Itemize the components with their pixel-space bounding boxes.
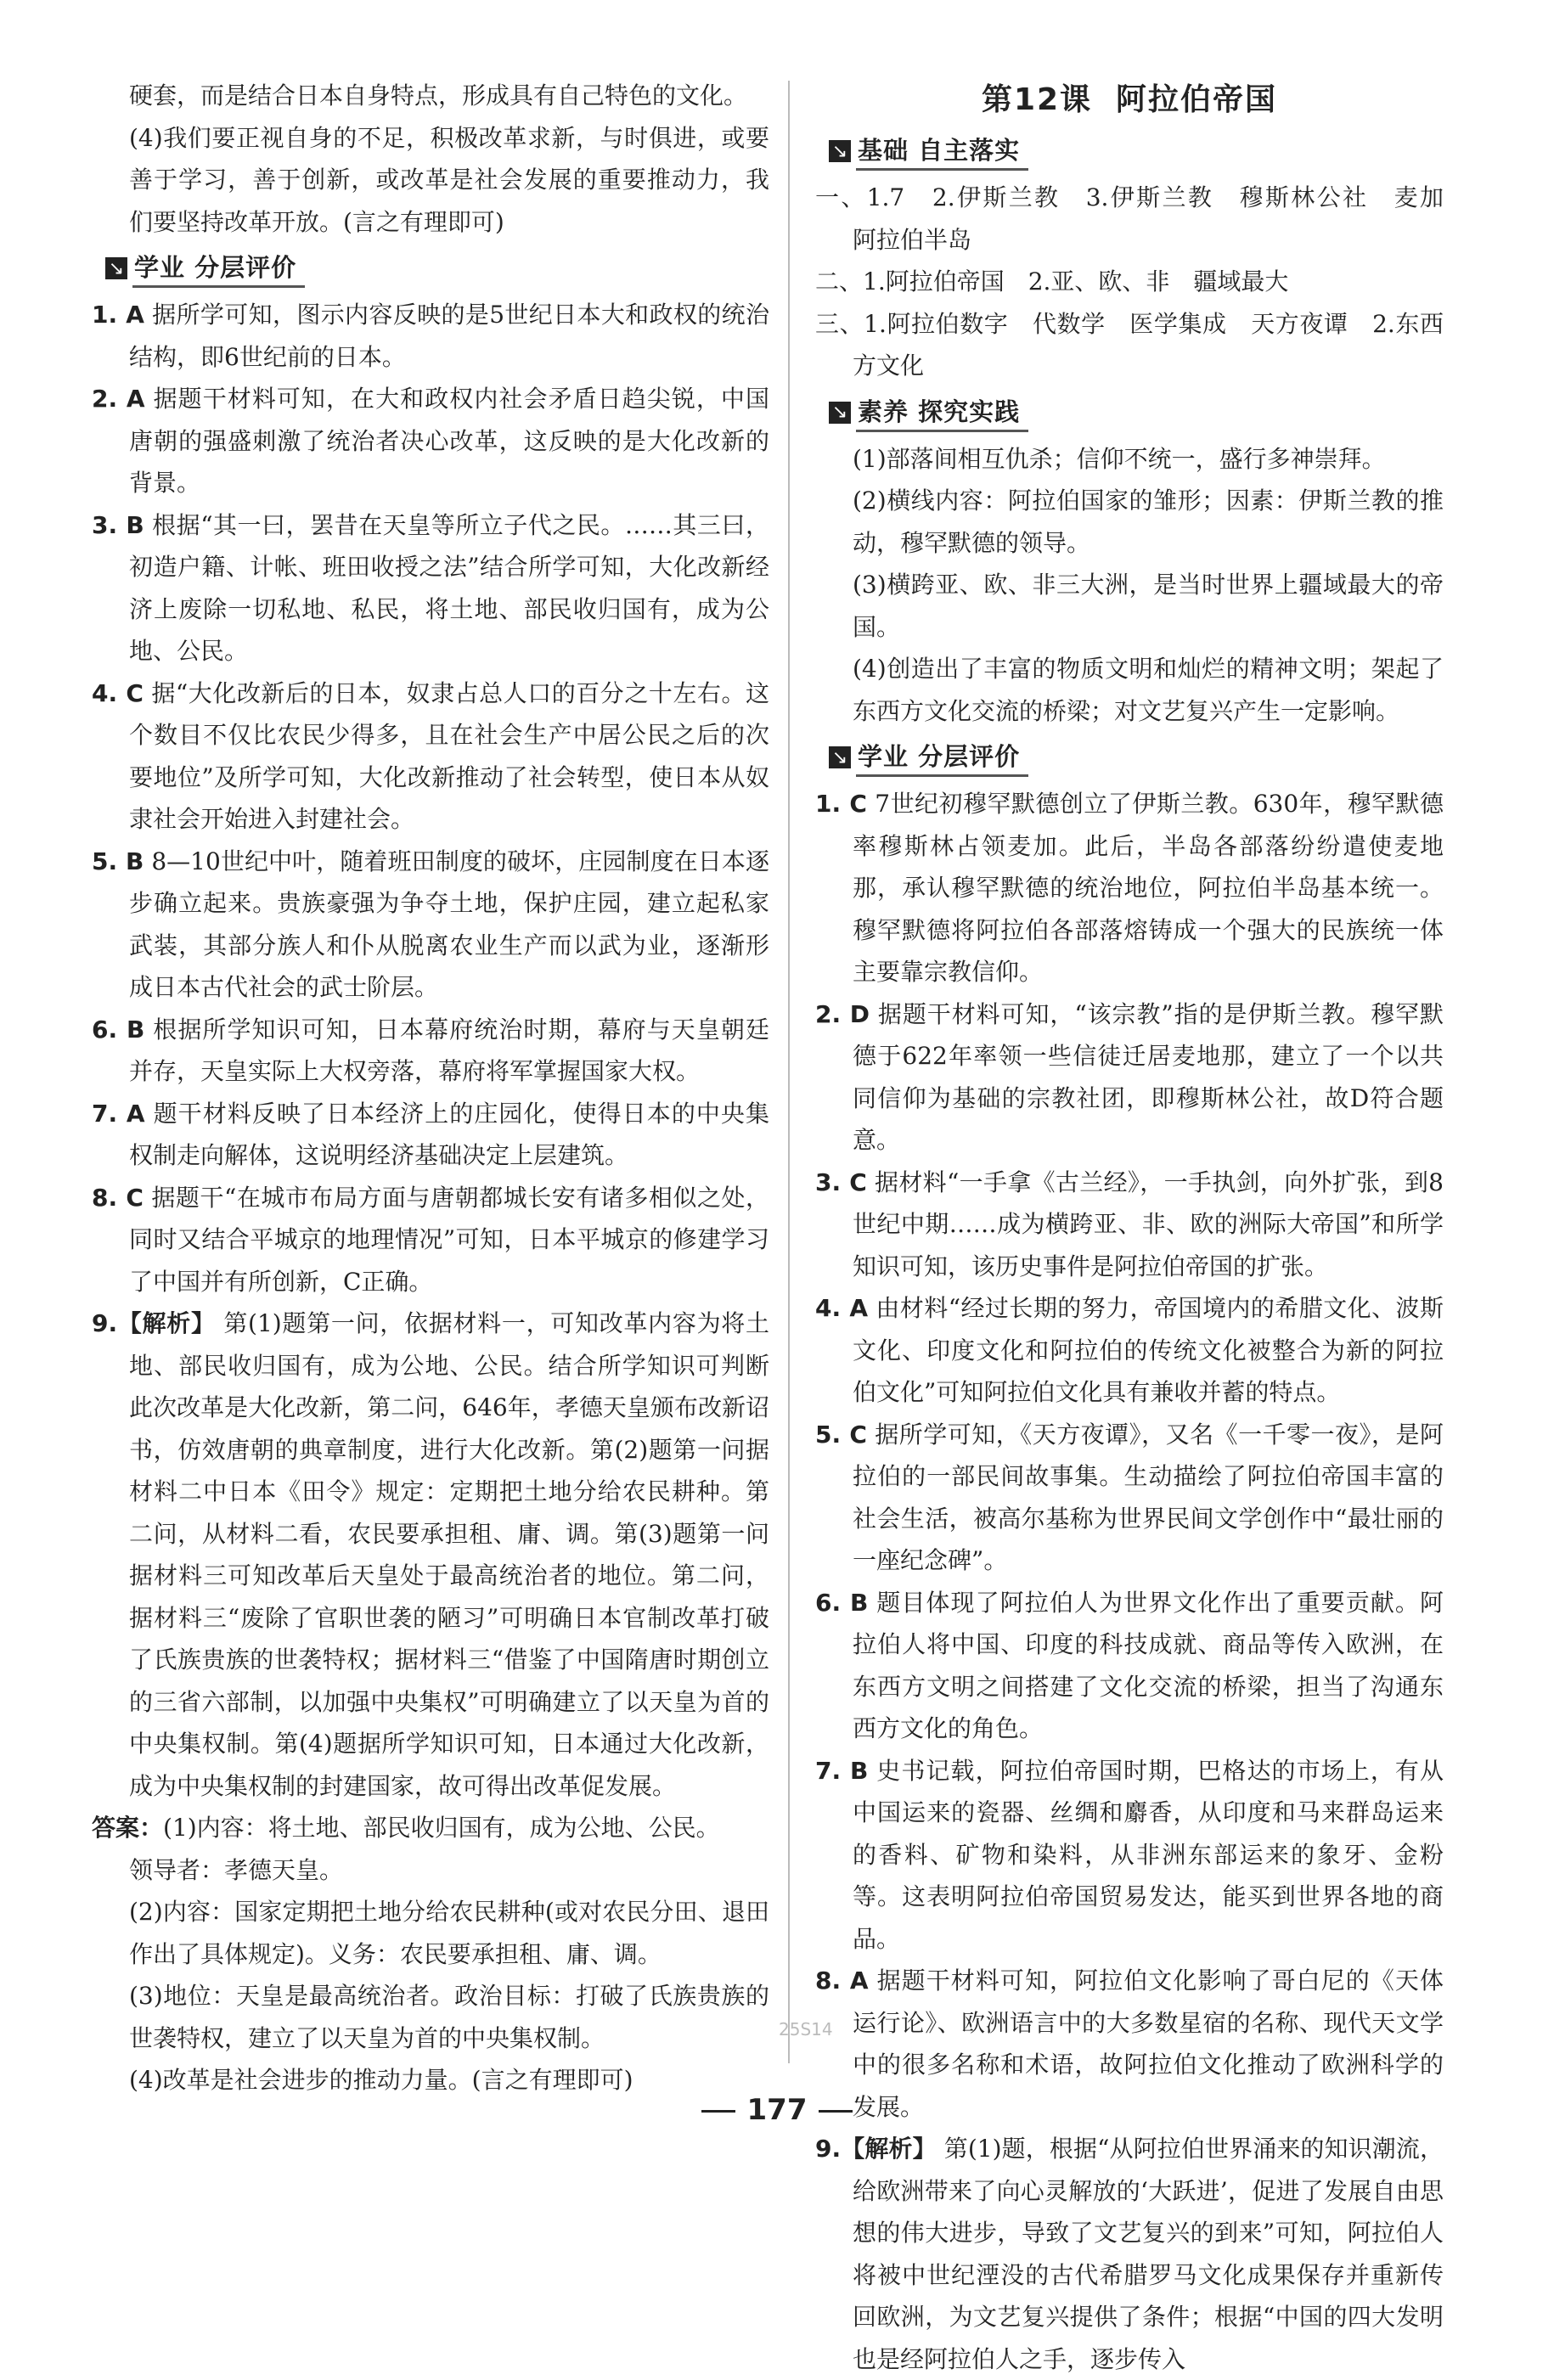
question-number: 6. B [92,1015,145,1044]
question-number: 8. C [92,1183,144,1212]
answer-line: 领导者：孝德天皇。 [129,1855,344,1884]
question-number: 4. A [815,1294,868,1322]
left-column [92,75,769,2101]
question-item [92,672,769,841]
question-number: 5. B [92,847,144,875]
question-number: 7. B [815,1756,869,1785]
question-explanation: 据题干材料可知，“该宗教”指的是伊斯兰教。穆罕默德于622年率领一些信徒迁居麦地那，建立了一个以共同信仰为基础的宗教社团，即穆斯林公社，故D符合题意。 [853,999,1444,1154]
answer-line: (2)内容：国家定期把土地分给农民耕种(或对农民分田、退田作出了具体规定)。义务：农民要承担租、庸、调。 [129,1898,769,1968]
question-number: 2. D [815,999,870,1028]
basic-answer-line: 二、1.阿拉伯帝国 2.亚、欧、非 疆域最大 [815,267,1289,295]
question-explanation: 据所学可知，图示内容反映的是5世纪日本大和政权的统治结构，即6世纪前的日本。 [129,301,769,371]
question-explanation: 史书记载，阿拉伯帝国时期，巴格达的市场上，有从中国运来的瓷器、丝绸和麝香，从印度和马来群岛运来的香料、矿物和染料，从非洲东部运来的象牙、金粉等。这表明阿拉伯帝国贸易发达，能买到世界各地的商品。 [853,1756,1444,1953]
intro-line: (4)我们要正视自身的不足，积极改革求新，与时俱进，或要善于学习，善于创新，或改革是社会发展的重要推动力，我们要坚持改革开放。(言之有理即可) [129,123,769,236]
question-item [815,1162,1444,1288]
answer-line: (4)改革是社会进步的推动力量。(言之有理即可) [129,2066,633,2094]
explore-answer-line: (1)部落间相互仇杀；信仰不统一，盛行多神崇拜。 [853,444,1386,473]
question-explanation: 根据“其一曰，罢昔在天皇等所立子代之民。……其三曰，初造户籍、计帐、班田收授之法”结合所学可知，大化改新经济上废除一切私地、私民，将土地、部民收归国有，成为公地、公民。 [129,510,769,665]
question-number: 8. A [815,1966,869,1995]
explore-answer-line: (3)横跨亚、欧、非三大洲，是当时世界上疆域最大的帝国。 [853,571,1444,641]
dash-left [701,2110,735,2113]
section-heading-eval-right: ↘ 学业 分层评价 [829,737,1444,778]
question-number: 9.【解析】 [815,2135,937,2163]
question-explanation: 题干材料反映了日本经济上的庄园化，使得日本的中央集权制走向解体，这说明经济基础决定上层建筑。 [129,1099,769,1169]
lesson-name: 阿拉伯帝国 [1116,82,1278,117]
question-explanation: 根据所学知识可知，日本幕府统治时期，幕府与天皇朝廷并存，天皇实际上大权旁落，幕府将军掌握国家大权。 [129,1015,769,1085]
question-explanation: 据题干材料可知，阿拉伯文化影响了哥白尼的《天体运行论》、欧洲语言中的大多数星宿的名称、现代天文学中的很多名称和术语，故阿拉伯文化推动了欧洲科学的发展。 [853,1966,1444,2121]
question-number: 3. C [815,1167,867,1196]
answer-line: (3)地位：天皇是最高统治者。政治目标：打破了氏族贵族的世袭特权，建立了以天皇为首的中央集权制。 [129,1982,769,2052]
question-number: 2. A [92,385,145,413]
question-explanation: 7世纪初穆罕默德创立了伊斯兰教。630年，穆罕默德率穆斯林占领麦加。此后，半岛各部落纷纷遣使麦地那，承认穆罕默德的统治地位，阿拉伯半岛基本统一。穆罕默德将阿拉伯各部落熔铸成一个强大的民族统一体主要靠宗教信仰。 [853,790,1444,986]
page-number: 177 [0,2093,1554,2127]
question-explanation: 8—10世纪中叶，随着班田制度的破坏，庄园制度在日本逐步确立起来。贵族豪强为争夺土地，保护庄园，建立起私家武装，其部分族人和仆从脱离农业生产而以武为业，逐渐形成日本古代社会的武士阶层。 [129,847,769,1001]
right-column [815,75,1468,2380]
question-item [815,993,1444,1162]
question-explanation: 据材料“一手拿《古兰经》，一手执剑，向外扩张，到8世纪中期……成为横跨亚、非、欧的洲际大帝国”和所学知识可知，该历史事件是阿拉伯帝国的扩张。 [853,1167,1444,1280]
explore-answer-line: (2)横线内容：阿拉伯国家的雏形；因素：伊斯兰教的推动，穆罕默德的领导。 [853,487,1444,557]
question-number: 9.【解析】 [92,1309,216,1337]
basic-answer-line: 三、1.阿拉伯数字 代数学 医学集成 天方夜谭 2.东西方文化 [815,309,1444,380]
question-item [92,504,769,672]
basic-answer-line: 一、1.7 2.伊斯兰教 3.伊斯兰教 穆斯林公社 麦加 阿拉伯半岛 [815,183,1468,254]
left-question-list [92,294,769,1807]
question-explanation: 据所学可知，《天方夜谭》，又名《一千零一夜》，是阿拉伯的一部民间故事集。生动描绘了阿拉伯帝国丰富的社会生活，被高尔基称为世界民间文学创作中“最壮丽的一座纪念碑”。 [853,1420,1444,1574]
question-number: 1. A [92,301,144,329]
question-number: 1. C [815,790,867,818]
question-item [92,294,769,378]
right-question-list [815,783,1444,2380]
question-explanation: 第(1)题，根据“从阿拉伯世界涌来的知识潮流，给欧洲带来了向心灵解放的‘大跃进’，促进了发展自由思想的伟大进步，导致了文艺复兴的到来”可知，阿拉伯人将被中世纪湮没的古代希腊罗马文化成果保存并重新传回欧洲，为文艺复兴提供了条件；根据“中国的四大发明也是经阿拉伯人之手，逐步传入 [853,2135,1444,2373]
question-item [92,378,769,504]
question-number: 7. A [92,1099,145,1128]
question-explanation: 题目体现了阿拉伯人为世界文化作出了重要贡献。阿拉伯人将中国、印度的科技成就、商品等传入欧洲，在东西方文明之间搭建了文化交流的桥梁，担当了沟通东西方文化的角色。 [853,1588,1444,1742]
question-item [92,1009,769,1093]
question-number: 4. C [92,678,144,707]
question-item [815,1287,1444,1414]
explore-answer-line: (4)创造出了丰富的物质文明和灿烂的精神文明；架起了东西方文化交流的桥梁；对文艺复兴产生一定影响。 [853,655,1444,725]
question-item [92,1177,769,1303]
arrow-icon: ↘ [829,140,851,162]
column-divider [788,81,790,2063]
section-heading-eval-left: ↘ 学业 分层评价 [105,248,769,289]
arrow-icon: ↘ [829,746,851,768]
question-item [815,2128,1444,2380]
question-item [92,1303,769,1807]
question-item [92,841,769,1009]
question-number: 6. B [815,1588,869,1617]
intro-line: 硬套，而是结合日本自身特点，形成具有自己特色的文化。 [129,82,748,110]
question-item [815,1414,1444,1582]
question-explanation: 据题干“在城市布局方面与唐朝都城长安有诸多相似之处，同时又结合平城京的地理情况”可知，日本平城京的修建学习了中国并有所创新，C正确。 [129,1183,769,1296]
question-item [815,783,1444,993]
question-item [815,1750,1444,1961]
question-item [815,1582,1444,1750]
dash-right [819,2110,853,2113]
question-explanation: 由材料“经过长期的努力，帝国境内的希腊文化、波斯文化、印度文化和阿拉伯的传统文化被整合为新的阿拉伯文化”可知阿拉伯文化具有兼收并蓄的特点。 [853,1294,1444,1406]
answer-label: 答案： [92,1814,164,1842]
question-item [92,1093,769,1177]
question-number: 3. B [92,510,144,539]
section-heading-basic: ↘ 基础 自主落实 [829,131,1444,172]
arrow-icon: ↘ [105,257,127,279]
question-explanation: 据题干材料可知，在大和政权内社会矛盾日趋尖锐，中国唐朝的强盛刺激了统治者决心改革，这反映的是大化改新的背景。 [129,385,769,497]
answer-label-line [92,1807,769,1849]
question-explanation: 第(1)题第一问，依据材料一，可知改革内容为将土地、部民收归国有，成为公地、公民。结合所学知识可判断此次改革是大化改新，第二问，646年，孝德天皇颁布改新诏书，仿效唐朝的典章制度，进行大化改新。第(2)题第一问据材料二中日本《田令》规定：定期把土地分给农民耕种。第二问，从材料二看，农民要承担租、庸、调。第(3)题第一问据材料三可知改革后天皇处于最高统治者的地位。第二问，据材料三“废除了官职世袭的陋习”可明确日本官制改革打破了氏族贵族的世袭特权；据材料三“借鉴了中国隋唐时期创立的三省六部制，以加强中央集权”可明确建立了以天皇为首的中央集权制。第(4)题据所学知识可知，日本通过大化改新，成为中央集权制的封建国家，故可得出改革促发展。 [129,1309,770,1800]
question-explanation: 据“大化改新后的日本，奴隶占总人口的百分之十左右。这个数目不仅比农民少得多，且在社会生产中居公民之后的次要地位”及所学可知，大化改新推动了社会转型，使日本从奴隶社会开始进入封建社会。 [129,678,769,833]
arrow-icon: ↘ [829,402,851,424]
print-code: 25S14 [779,2019,833,2040]
answer-line: (1)内容：将土地、部民收归国有，成为公地、公民。 [163,1814,720,1842]
lesson-title [815,75,1444,126]
question-number: 5. C [815,1420,867,1449]
lesson-number: 第12课 [981,82,1093,117]
section-heading-explore: ↘ 素养 探究实践 [829,392,1444,433]
